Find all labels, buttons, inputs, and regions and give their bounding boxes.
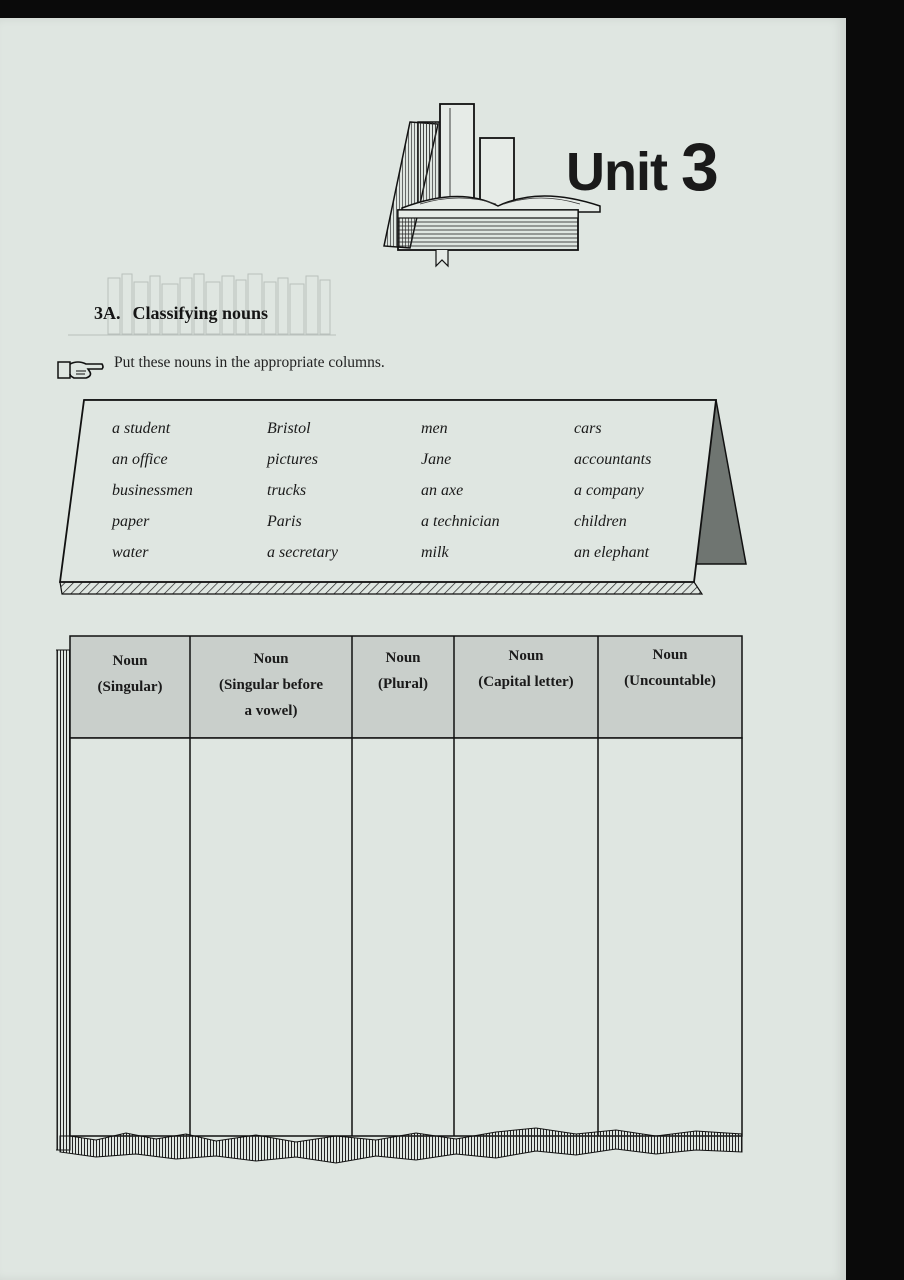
column-header-line: (Capital letter) bbox=[478, 674, 574, 690]
instruction-text: Put these nouns in the appropriate columns. bbox=[114, 354, 385, 371]
pointing-hand-icon bbox=[56, 358, 106, 382]
noun-word: an office bbox=[112, 451, 168, 468]
noun-word: water bbox=[112, 544, 149, 561]
classification-table bbox=[56, 630, 756, 1170]
column-header-singular bbox=[70, 648, 190, 700]
unit-heading bbox=[566, 128, 718, 206]
section-heading bbox=[94, 303, 268, 324]
column-header-line: Noun bbox=[112, 653, 148, 669]
column-header-uncountable bbox=[598, 642, 742, 694]
noun-word: trucks bbox=[267, 482, 307, 499]
noun-word: an elephant bbox=[574, 544, 650, 561]
column-header-capital-letter bbox=[454, 643, 598, 695]
noun-word: Paris bbox=[267, 513, 302, 530]
column-header-plural bbox=[352, 645, 454, 697]
column-header-line: (Plural) bbox=[378, 676, 428, 692]
noun-word: pictures bbox=[267, 451, 318, 468]
section-title: Classifying nouns bbox=[132, 303, 269, 323]
column-header-line: (Uncountable) bbox=[624, 673, 716, 689]
noun-word: milk bbox=[421, 544, 449, 561]
noun-word: Bristol bbox=[267, 420, 311, 437]
column-header-line: Noun bbox=[508, 648, 544, 664]
noun-word: cars bbox=[574, 420, 602, 437]
unit-number: 3 bbox=[680, 129, 718, 205]
column-header-line: Noun bbox=[253, 651, 289, 667]
noun-word: a secretary bbox=[267, 544, 338, 561]
column-header-singular-before-vowel bbox=[190, 646, 352, 724]
noun-word: businessmen bbox=[112, 482, 193, 499]
column-header-line: a vowel) bbox=[244, 703, 298, 719]
noun-word: men bbox=[421, 420, 448, 437]
column-header-line: Noun bbox=[652, 647, 688, 663]
column-header-line: (Singular before bbox=[218, 677, 324, 693]
noun-word: a student bbox=[112, 420, 171, 437]
section-number: 3A. bbox=[94, 303, 121, 323]
noun-word: a company bbox=[574, 482, 644, 499]
noun-word: children bbox=[574, 513, 627, 530]
noun-word: paper bbox=[112, 513, 150, 530]
noun-word: an axe bbox=[421, 482, 464, 499]
noun-word: a technician bbox=[421, 513, 500, 530]
column-header-line: (Singular) bbox=[97, 679, 163, 695]
column-header-line: Noun bbox=[385, 650, 421, 666]
noun-word: Jane bbox=[421, 451, 452, 468]
unit-label: Unit bbox=[566, 142, 667, 202]
noun-word: accountants bbox=[574, 451, 652, 468]
